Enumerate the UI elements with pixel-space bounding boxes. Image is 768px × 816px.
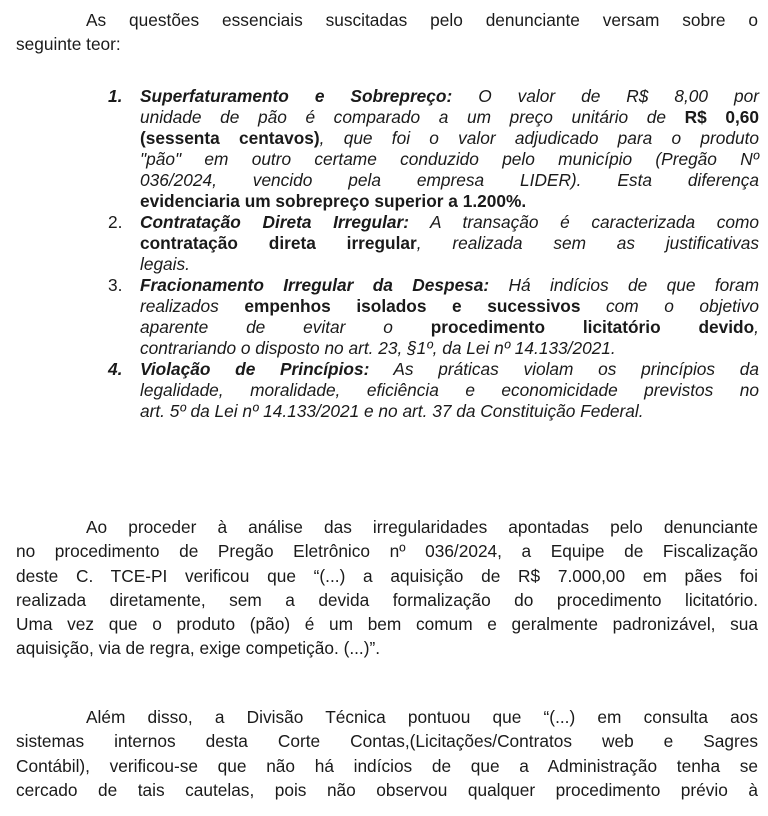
- text-run: Superfaturamento e Sobrepreço:: [140, 86, 453, 106]
- paragraph-line: [16, 612, 758, 636]
- list-item-line: [140, 149, 759, 170]
- text-run: "pão" em outro certame conduzido pelo município (Pregão Nº: [140, 149, 759, 169]
- paragraph-line-text: Contábil), verificou-se que não há indícios de que a Administração tenha se: [16, 755, 758, 776]
- list-item-line: [140, 128, 759, 149]
- paragraph-line-text: cercado de tais cautelas, pois não observou qualquer procedimento prévio à: [16, 779, 758, 800]
- text-run: aparente de evitar o: [140, 317, 431, 337]
- list-item-line: [140, 317, 759, 338]
- paragraph-line-text: no procedimento de Pregão Eletrônico nº 036/2024, a Equipe de Fiscalização: [16, 541, 758, 562]
- list-item-line: [140, 107, 759, 128]
- intro-line: seguinte teor:: [16, 34, 121, 55]
- text-run: ,: [754, 317, 759, 337]
- paragraph-line-text: Além disso, a Divisão Técnica pontuou que “(...) em consulta aos: [86, 707, 758, 727]
- text-run: (sessenta centavos): [140, 128, 320, 148]
- list-item-number: 1.: [108, 86, 123, 106]
- text-run: legalidade, moralidade, eficiência e economicidade previstos no: [140, 380, 759, 400]
- list-item-line: [140, 275, 759, 296]
- list-item-number: 4.: [108, 359, 123, 379]
- list-item-line: [140, 170, 759, 191]
- issues-list: [104, 86, 759, 422]
- list-item-number: 3.: [108, 275, 123, 295]
- text-run: legais.: [140, 254, 190, 274]
- text-run: art. 5º da Lei nº 14.133/2021 e no art. 37 da Constituição Federal.: [140, 401, 644, 421]
- list-item-line: [140, 212, 759, 233]
- list-item: [104, 86, 759, 212]
- text-run: empenhos isolados e sucessivos: [244, 296, 581, 316]
- intro-paragraph: [16, 8, 758, 57]
- list-item: [104, 275, 759, 359]
- technical-division-paragraph: [16, 705, 758, 802]
- list-item-line: [140, 233, 759, 254]
- text-run: Violação de Princípios:: [140, 359, 370, 379]
- list-item: [104, 212, 759, 275]
- text-run: R$ 0,60: [684, 107, 759, 127]
- text-run: Contratação Direta Irregular:: [140, 212, 409, 232]
- text-run: Há indícios de que foram: [489, 275, 759, 295]
- paragraph-line: [16, 636, 758, 660]
- list-item-line: [140, 380, 759, 401]
- analysis-paragraph: [16, 515, 758, 661]
- text-run: unidade de pão é comparado a um preço unitário de: [140, 107, 685, 127]
- paragraph-line-text: Uma vez que o produto (pão) é um bem comum e geralmente padronizável, sua: [16, 614, 758, 635]
- list-item-line: [140, 338, 759, 359]
- paragraph-line: [16, 539, 758, 563]
- paragraph-line: [16, 564, 758, 588]
- paragraph-line-text: aquisição, via de regra, exige competição. (...)”.: [16, 638, 381, 659]
- text-run: A transação é caracterizada como: [409, 212, 760, 232]
- text-run: Fracionamento Irregular da Despesa:: [140, 275, 490, 295]
- text-run: evidenciaria um sobrepreço superior a 1.200%.: [140, 191, 527, 211]
- paragraph-line-text: sistemas internos desta Corte Contas,(Licitações/Contratos web e Sagres: [16, 731, 758, 752]
- text-run: contratação direta irregular: [140, 233, 417, 253]
- paragraph-line: [16, 729, 758, 753]
- paragraph-line: [16, 754, 758, 778]
- list-item-number: 2.: [108, 212, 123, 232]
- text-run: , que foi o valor adjudicado para o produto: [319, 128, 759, 148]
- text-run: procedimento licitatório devido: [430, 317, 755, 337]
- paragraph-line-text: deste C. TCE-PI verificou que “(...) a aquisição de R$ 7.000,00 em pães foi: [16, 565, 758, 586]
- text-run: contrariando o disposto no art. 23, §1º, da Lei nº 14.133/2021.: [140, 338, 616, 358]
- list-item-line: [140, 359, 759, 380]
- text-run: com o objetivo: [580, 296, 760, 316]
- intro-line: As questões essenciais suscitadas pelo denunciante versam sobre o: [86, 10, 758, 30]
- list-item-line: [140, 86, 759, 107]
- text-run: As práticas violam os princípios da: [369, 359, 759, 379]
- paragraph-line: [16, 588, 758, 612]
- paragraph-line-text: realizada diretamente, sem a devida formalização do procedimento licitatório.: [16, 589, 758, 610]
- list-item-line: [140, 296, 759, 317]
- paragraph-line: [16, 705, 758, 729]
- paragraph-line: [16, 778, 758, 802]
- list-item: [104, 359, 759, 422]
- list-item-line: [140, 401, 759, 422]
- text-run: , realizada sem as justificativas: [416, 233, 759, 253]
- paragraph-line: [16, 515, 758, 539]
- text-run: O valor de R$ 8,00 por: [452, 86, 759, 106]
- text-run: 036/2024, vencido pela empresa LIDER). Esta diferença: [140, 170, 759, 190]
- list-item-line: [140, 254, 759, 275]
- paragraph-line-text: Ao proceder à análise das irregularidades apontadas pelo denunciante: [86, 517, 758, 537]
- text-run: realizados: [140, 296, 245, 316]
- list-item-line: [140, 191, 759, 212]
